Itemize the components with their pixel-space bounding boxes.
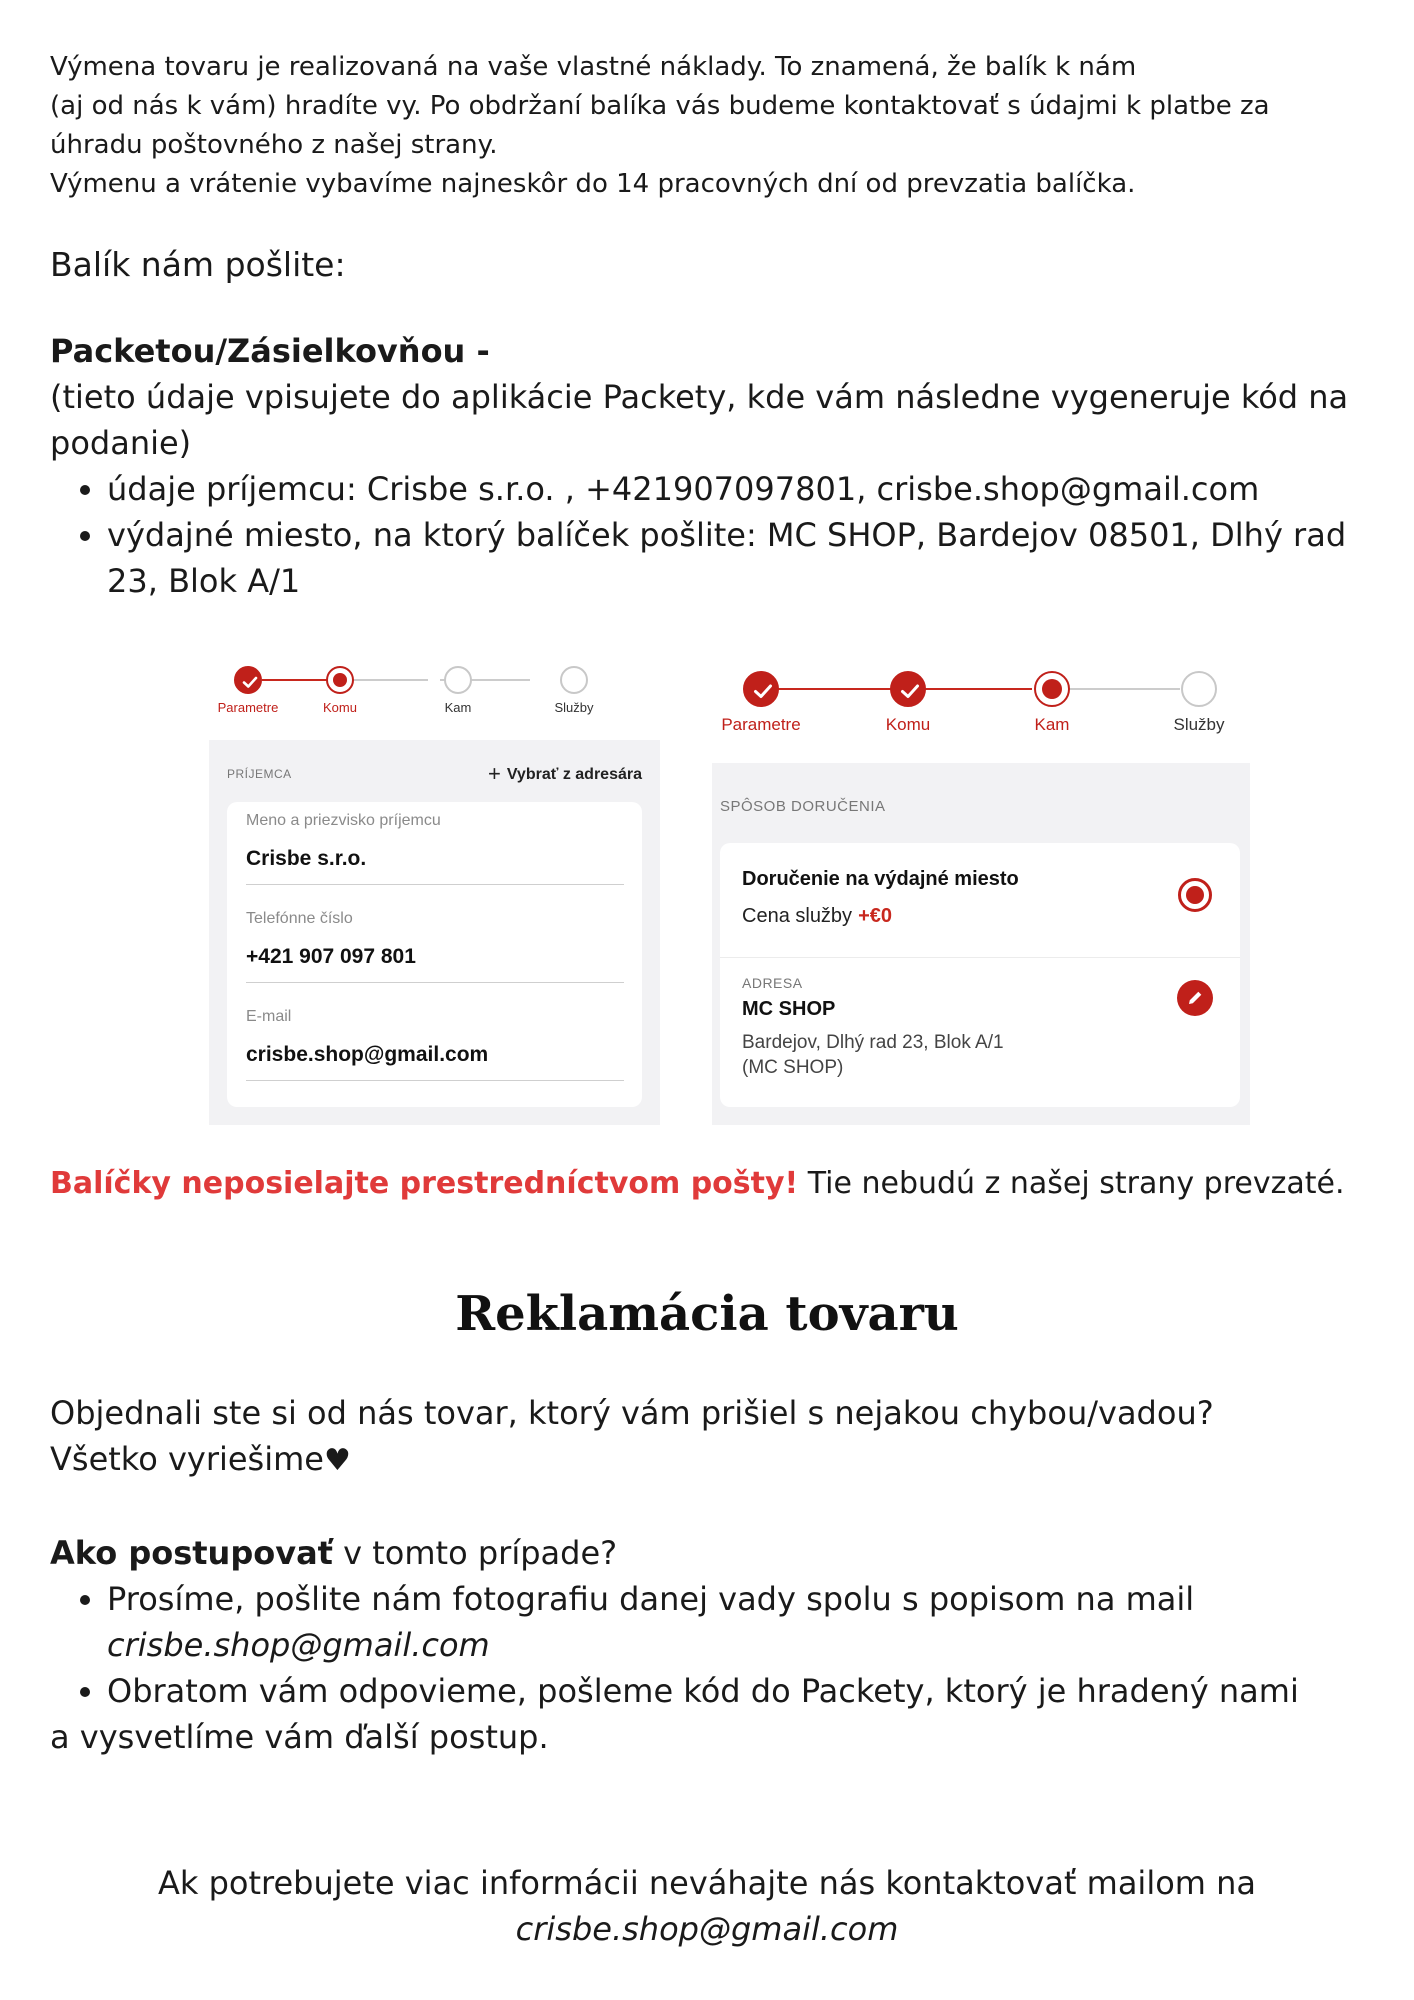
warning-text: Tie nebudú z našej strany prevzaté. — [798, 1166, 1345, 1201]
delivery-option-title: Doručenie na výdajné miesto — [742, 868, 1019, 890]
progress-stepper — [712, 665, 1250, 745]
plus-icon: + — [487, 761, 501, 786]
step-label-kam: Kam — [1034, 715, 1070, 734]
delivery-card — [720, 843, 1240, 1107]
phone-field[interactable]: +421 907 097 801 — [246, 945, 416, 968]
intro-line: úhradu poštovného z našej strany. — [50, 130, 498, 160]
step-pending-icon — [444, 666, 472, 694]
claims-step-item — [107, 1576, 1380, 1668]
step-connector — [777, 688, 891, 690]
email-field-label: E-mail — [246, 1008, 292, 1025]
step-current-icon — [1034, 671, 1070, 707]
claims-step-item: • Obratom vám odpovieme, pošleme kód do Packety, ktorý je hradený nami — [107, 1668, 1380, 1714]
field-underline — [246, 1080, 624, 1081]
step-label-sluzby: Služby — [1173, 715, 1225, 734]
edit-address-button[interactable] — [1177, 980, 1213, 1016]
intro-line: Výmenu a vrátenie vybavíme najneskôr do 14 pracovných dní od prevzatia balíčka. — [50, 169, 1136, 199]
step-connector — [1068, 688, 1180, 690]
recipient-card — [227, 802, 642, 1107]
claims-email-link[interactable]: crisbe.shop@gmail.com — [107, 1626, 490, 1664]
postal-warning — [50, 1163, 1344, 1205]
step-label-kam: Kam — [444, 700, 472, 715]
step-label-sluzby: Služby — [554, 700, 594, 715]
price-value: +€0 — [858, 905, 892, 927]
packeta-description: (tieto údaje vpisujete do aplikácie Packety, kde vám následne vygeneruje kód na podanie) — [50, 378, 1349, 462]
delivery-section-label: SPÔSOB DORUČENIA — [720, 798, 886, 815]
step-pending-icon — [1181, 671, 1217, 707]
claims-intro-2 — [50, 1436, 1380, 1484]
intro-line: Výmena tovaru je realizovaná na vaše vlastné náklady. To znamená, že balík k nám — [50, 52, 1137, 82]
step-connector — [922, 688, 1032, 690]
step-text: Prosíme, pošlite nám fotografiu danej vady spolu s popisom na mail — [107, 1580, 1195, 1618]
warning-emphasis: Balíčky neposielajte prestredníctvom pošty! — [50, 1166, 799, 1201]
step-label-komu: Komu — [885, 715, 931, 734]
pickup-point-item: • výdajné miesto, na ktorý balíček pošlite: MC SHOP, Bardejov 08501, Dlhý rad 23, Blok A/1 — [107, 512, 1380, 604]
delivery-method-screenshot — [712, 665, 1250, 1125]
step-pending-icon — [560, 666, 588, 694]
field-underline — [246, 982, 624, 983]
phone-field-label: Telefónne číslo — [246, 910, 353, 927]
field-underline — [246, 884, 624, 885]
step-done-check-icon — [234, 666, 262, 694]
claims-steps-list — [50, 1576, 1380, 1714]
card-divider — [720, 957, 1240, 958]
step-current-icon — [326, 666, 354, 694]
name-field-label: Meno a priezvisko príjemcu — [246, 812, 441, 829]
progress-stepper — [209, 655, 660, 735]
intro-line: (aj od nás k vám) hradíte vy. Po obdržaní balíka vás budeme kontaktovať s údajmi k platbe za — [50, 91, 1270, 121]
delivery-option-radio[interactable] — [1178, 878, 1212, 912]
step-connector — [353, 679, 428, 681]
email-field[interactable]: crisbe.shop@gmail.com — [246, 1043, 489, 1066]
step-done-check-icon — [890, 671, 926, 707]
contact-footer — [0, 1860, 1414, 1952]
claims-intro: Objednali ste si od nás tovar, ktorý vám prišiel s nejakou chybou/vadou? — [50, 1394, 1214, 1432]
how-bold: Ako postupovať — [50, 1534, 333, 1572]
claims-section — [50, 1390, 1380, 1760]
name-field[interactable]: Crisbe s.r.o. — [246, 847, 367, 870]
choose-from-address-book-link[interactable] — [488, 761, 642, 787]
step-label-parametre: Parametre — [721, 715, 801, 734]
footer-email-link[interactable]: crisbe.shop@gmail.com — [515, 1910, 899, 1948]
claims-step-continuation: a vysvetlíme vám ďalší postup. — [50, 1718, 549, 1756]
address-line: Bardejov, Dlhý rad 23, Blok A/1 — [742, 1032, 1004, 1053]
exchange-intro — [50, 48, 1370, 204]
claims-title: Reklamácia tovaru — [455, 1286, 959, 1342]
claims-intro-text: Všetko vyriešime — [50, 1440, 324, 1478]
how-to-proceed — [50, 1530, 1380, 1576]
step-label-parametre: Parametre — [217, 700, 279, 715]
packeta-section — [50, 328, 1380, 604]
recipient-section-label: PRÍJEMCA — [227, 767, 292, 781]
recipient-details-item: • údaje príjemcu: Crisbe s.r.o. , +421907097801, crisbe.shop@gmail.com — [107, 466, 1380, 512]
step-label-komu: Komu — [323, 700, 357, 715]
address-line: (MC SHOP) — [742, 1057, 844, 1078]
how-rest: v tomto prípade? — [332, 1534, 618, 1572]
send-heading: Balík nám pošlite: — [50, 245, 346, 284]
footer-text: Ak potrebujete viac informácii neváhajte nás kontaktovať mailom na — [157, 1864, 1257, 1902]
service-price — [742, 905, 892, 928]
address-name: MC SHOP — [742, 998, 836, 1020]
packeta-title: Packetou/Zásielkovňou - — [50, 332, 490, 370]
add-link-label: Vybrať z adresára — [506, 766, 642, 783]
heart-icon: ♥ — [323, 1443, 351, 1478]
step-done-check-icon — [743, 671, 779, 707]
address-label: ADRESA — [742, 975, 803, 991]
packeta-bullet-list — [50, 466, 1380, 604]
price-label: Cena služby — [742, 905, 853, 927]
recipient-form-screenshot — [209, 655, 660, 1125]
pencil-icon — [1177, 980, 1213, 1016]
